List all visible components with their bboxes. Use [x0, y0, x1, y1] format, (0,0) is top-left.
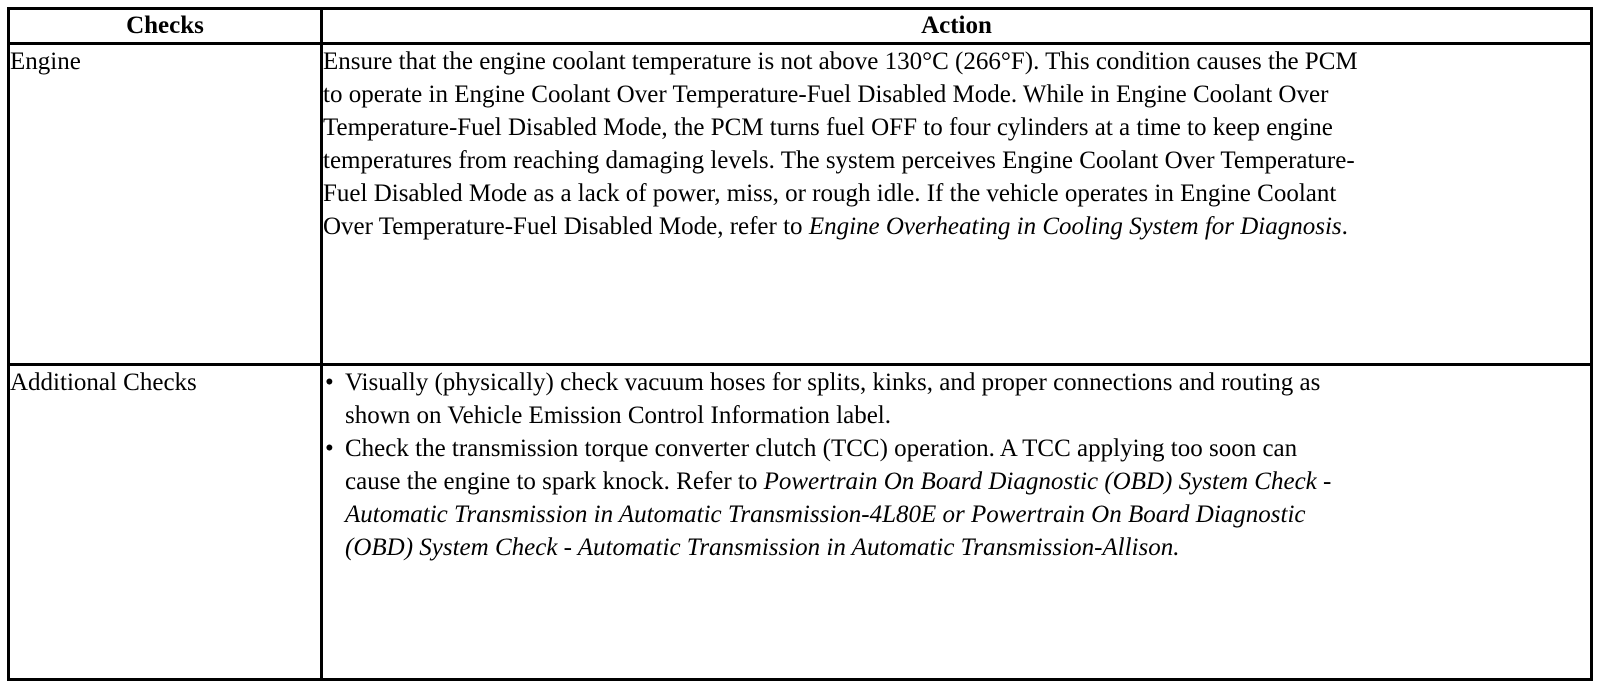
action-body-engine: Ensure that the engine coolant temperature is not above 130°C (266°F). This condition causes the PCM to operate in Engine Coolant Over Temperature-Fuel Disabled Mode. While in Engine Coolant Over Temperature-Fuel Disabled Mode, the PCM turns fuel OFF to four cylinders at a time to keep engine temperatures from reaching damaging levels. The system perceives Engine Coolant Over Temperature-Fuel Disabled Mode as a lack of power, miss, or rough idle. If the vehicle operates in Engine Coolant Over Temperature-Fuel Disabled Mode, refer to [323, 48, 1358, 240]
list-item-vacuum-hoses [323, 366, 1333, 432]
action-reference-engine: Engine Overheating in Cooling System for Diagnosis [808, 213, 1342, 240]
action-text-engine [323, 45, 1363, 243]
bullet-icon: • [325, 369, 334, 396]
action-end-engine: . [1341, 213, 1348, 240]
action-cell-additional [322, 365, 1592, 680]
header-row [9, 9, 1592, 44]
list-item-tcc-operation [323, 432, 1333, 564]
table-row-additional-checks [9, 365, 1592, 680]
bullet-reference: Powertrain On Board Diagnostic (OBD) System Check - Automatic Transmission in Automatic Transmission-4L80E or Powertrain On Board Diagnostic (OBD) System Check - Automatic Transmission in Automatic Transmission-Allison. [345, 468, 1332, 561]
header-action: Action [322, 9, 1592, 44]
bullet-text: Check the transmission torque converter clutch (TCC) operation. A TCC applying too soon can cause the engine to spark knock. Refer to [345, 435, 1298, 495]
checks-action-table [7, 7, 1593, 681]
bullet-icon: • [325, 435, 334, 462]
additional-checks-list [323, 366, 1333, 564]
header-checks: Checks [9, 9, 322, 44]
table-row-engine [9, 44, 1592, 365]
check-name-engine: Engine [9, 44, 322, 365]
bullet-text: Visually (physically) check vacuum hoses for splits, kinks, and proper connections and routing as shown on Vehicle Emission Control Information label. [345, 369, 1321, 429]
check-name-additional: Additional Checks [9, 365, 322, 680]
action-cell-engine [322, 44, 1592, 365]
